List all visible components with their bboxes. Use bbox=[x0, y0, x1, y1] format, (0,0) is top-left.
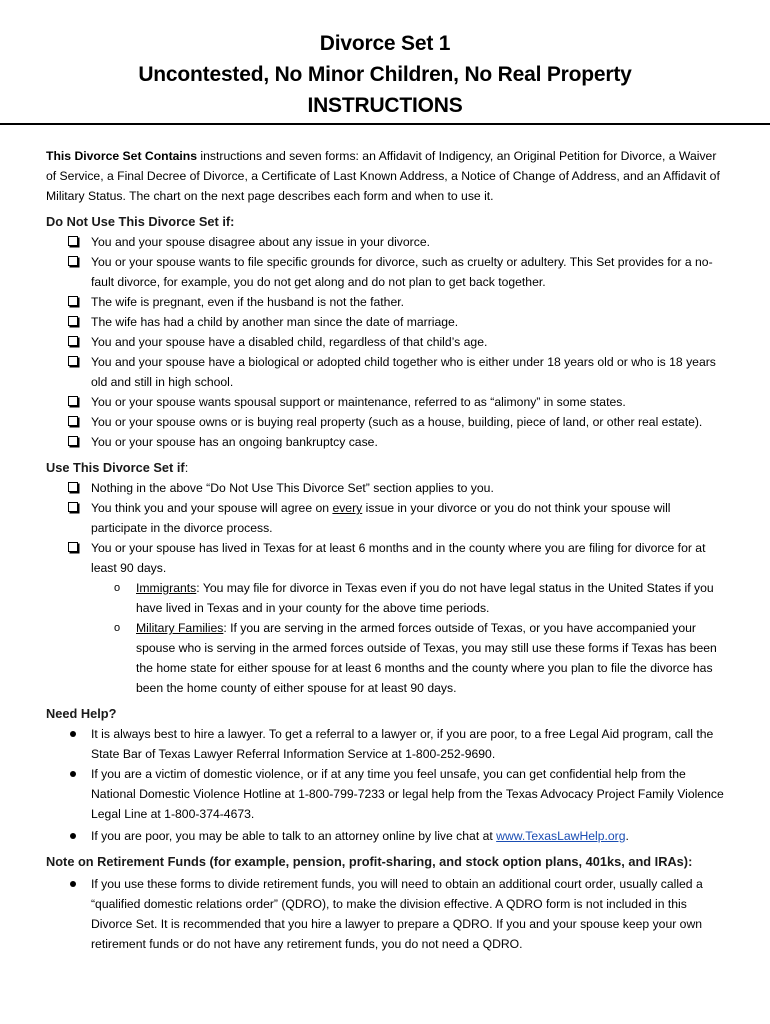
checkbox-icon bbox=[68, 502, 78, 512]
retirement-heading: Note on Retirement Funds (for example, pension, profit-sharing, and stock option plans, 401ks, and IRAs): bbox=[46, 854, 693, 869]
list-item: The wife has had a child by another man since the date of marriage. bbox=[46, 312, 726, 332]
list-item: You and your spouse have a biological or adopted child together who is either under 18 years old or who is 18 years old and still in high school. bbox=[46, 352, 726, 392]
need-help-list bbox=[46, 724, 726, 846]
texaslawhelp-link[interactable]: www.TexasLawHelp.org bbox=[496, 829, 626, 843]
checkbox-icon bbox=[68, 296, 78, 306]
list-item: You or your spouse owns or is buying real property (such as a house, building, piece of land, or other real estate). bbox=[46, 412, 726, 432]
sub-list-item-military: o Military Families: If you are serving in the armed forces outside of Texas, or you have accompanied your spouse who is serving in the armed forces outside of Texas, you may still use these forms if Texas has been the home state for either spouse for at least 6 months and the county where you plan to file the divorce has been the home county of either spouse for at least 90 days. bbox=[46, 618, 726, 698]
document-title: Divorce Set 1 bbox=[319, 32, 451, 55]
instructions-body bbox=[46, 146, 726, 954]
retirement-list bbox=[46, 874, 726, 954]
list-item: If you use these forms to divide retirement funds, you will need to obtain an additional court order, usually called a “qualified domestic relations order” (QDRO), to make the division effective. A QDRO form is not included in this Divorce Set. It is recommended that you hire a lawyer to prepare a QDRO. If you and your spouse keep your own retirement funds or do not have any retirement funds, you do not need a QDRO. bbox=[46, 874, 726, 954]
checkbox-icon bbox=[68, 336, 78, 346]
circle-bullet-icon: o bbox=[114, 622, 121, 634]
intro-text: instructions and seven forms: an Affidavit of Indigency, an Original Petition for Divorce, a Waiver of Service, a Final Decree of Divorce, a Certificate of Last Known Address, a Notice of Change of Address, and an Affidavit of Military Status. The chart on the next page describes each form and when to use it. bbox=[46, 149, 720, 203]
list-item: It is always best to hire a lawyer. To get a referral to a lawyer or, if you are poor, to a free Legal Aid program, call the State Bar of Texas Lawyer Referral Information Service at 1-800-252-9690. bbox=[46, 724, 726, 764]
checkbox-icon bbox=[68, 316, 78, 326]
checkbox-icon bbox=[68, 436, 78, 446]
list-item: If you are a victim of domestic violence, or if at any time you feel unsafe, you can get confidential help from the National Domestic Violence Hotline at 1-800-799-7233 or legal help from the Texas Advocacy Project Family Violence Legal Line at 1-800-374-4673. bbox=[46, 764, 726, 824]
checkbox-icon bbox=[68, 236, 78, 246]
bullet-icon bbox=[70, 731, 76, 737]
document-subtitle: Uncontested, No Minor Children, No Real Property bbox=[138, 63, 632, 86]
intro-paragraph bbox=[46, 146, 726, 206]
checkbox-icon bbox=[68, 256, 78, 266]
title-block bbox=[0, 28, 770, 121]
checkbox-icon bbox=[68, 416, 78, 426]
do-not-use-heading: Do Not Use This Divorce Set if: bbox=[46, 214, 235, 229]
bullet-icon bbox=[70, 881, 76, 887]
list-item: Nothing in the above “Do Not Use This Divorce Set” section applies to you. bbox=[46, 478, 726, 498]
checkbox-icon bbox=[68, 356, 78, 366]
do-not-use-list bbox=[46, 232, 726, 452]
list-item: You or your spouse has an ongoing bankruptcy case. bbox=[46, 432, 726, 452]
use-if-list bbox=[46, 478, 726, 698]
checkbox-icon bbox=[68, 396, 78, 406]
list-item: You or your spouse wants spousal support or maintenance, referred to as “alimony” in some states. bbox=[46, 392, 726, 412]
list-item: You think you and your spouse will agree on every issue in your divorce or you do not think your spouse will participate in the divorce process. bbox=[46, 498, 726, 538]
list-item: The wife is pregnant, even if the husband is not the father. bbox=[46, 292, 726, 312]
sub-list-item-immigrants: o Immigrants: You may file for divorce in Texas even if you do not have legal status in the United States if you have lived in Texas and in your county for the above time periods. bbox=[46, 578, 726, 618]
title-divider bbox=[0, 123, 770, 125]
list-item: You and your spouse have a disabled child, regardless of that child’s age. bbox=[46, 332, 726, 352]
instructions-heading: INSTRUCTIONS bbox=[307, 94, 463, 117]
checkbox-icon bbox=[68, 482, 78, 492]
bullet-icon bbox=[70, 771, 76, 777]
list-item: You or your spouse has lived in Texas for at least 6 months and in the county where you are filing for divorce for at least 90 days. bbox=[46, 538, 726, 578]
list-item: You or your spouse wants to file specific grounds for divorce, such as cruelty or adultery. This Set provides for a no-fault divorce, for example, you do not get along and do not plan to get back together. bbox=[46, 252, 726, 292]
list-item: If you are poor, you may be able to talk to an attorney online by live chat at www.TexasLawHelp.org. bbox=[46, 826, 726, 846]
checkbox-icon bbox=[68, 542, 78, 552]
circle-bullet-icon: o bbox=[114, 582, 121, 594]
bullet-icon bbox=[70, 833, 76, 839]
use-if-heading: Use This Divorce Set if: bbox=[46, 460, 189, 475]
intro-lead: This Divorce Set Contains bbox=[46, 149, 198, 163]
list-item: You and your spouse disagree about any issue in your divorce. bbox=[46, 232, 726, 252]
need-help-heading: Need Help? bbox=[46, 706, 117, 721]
